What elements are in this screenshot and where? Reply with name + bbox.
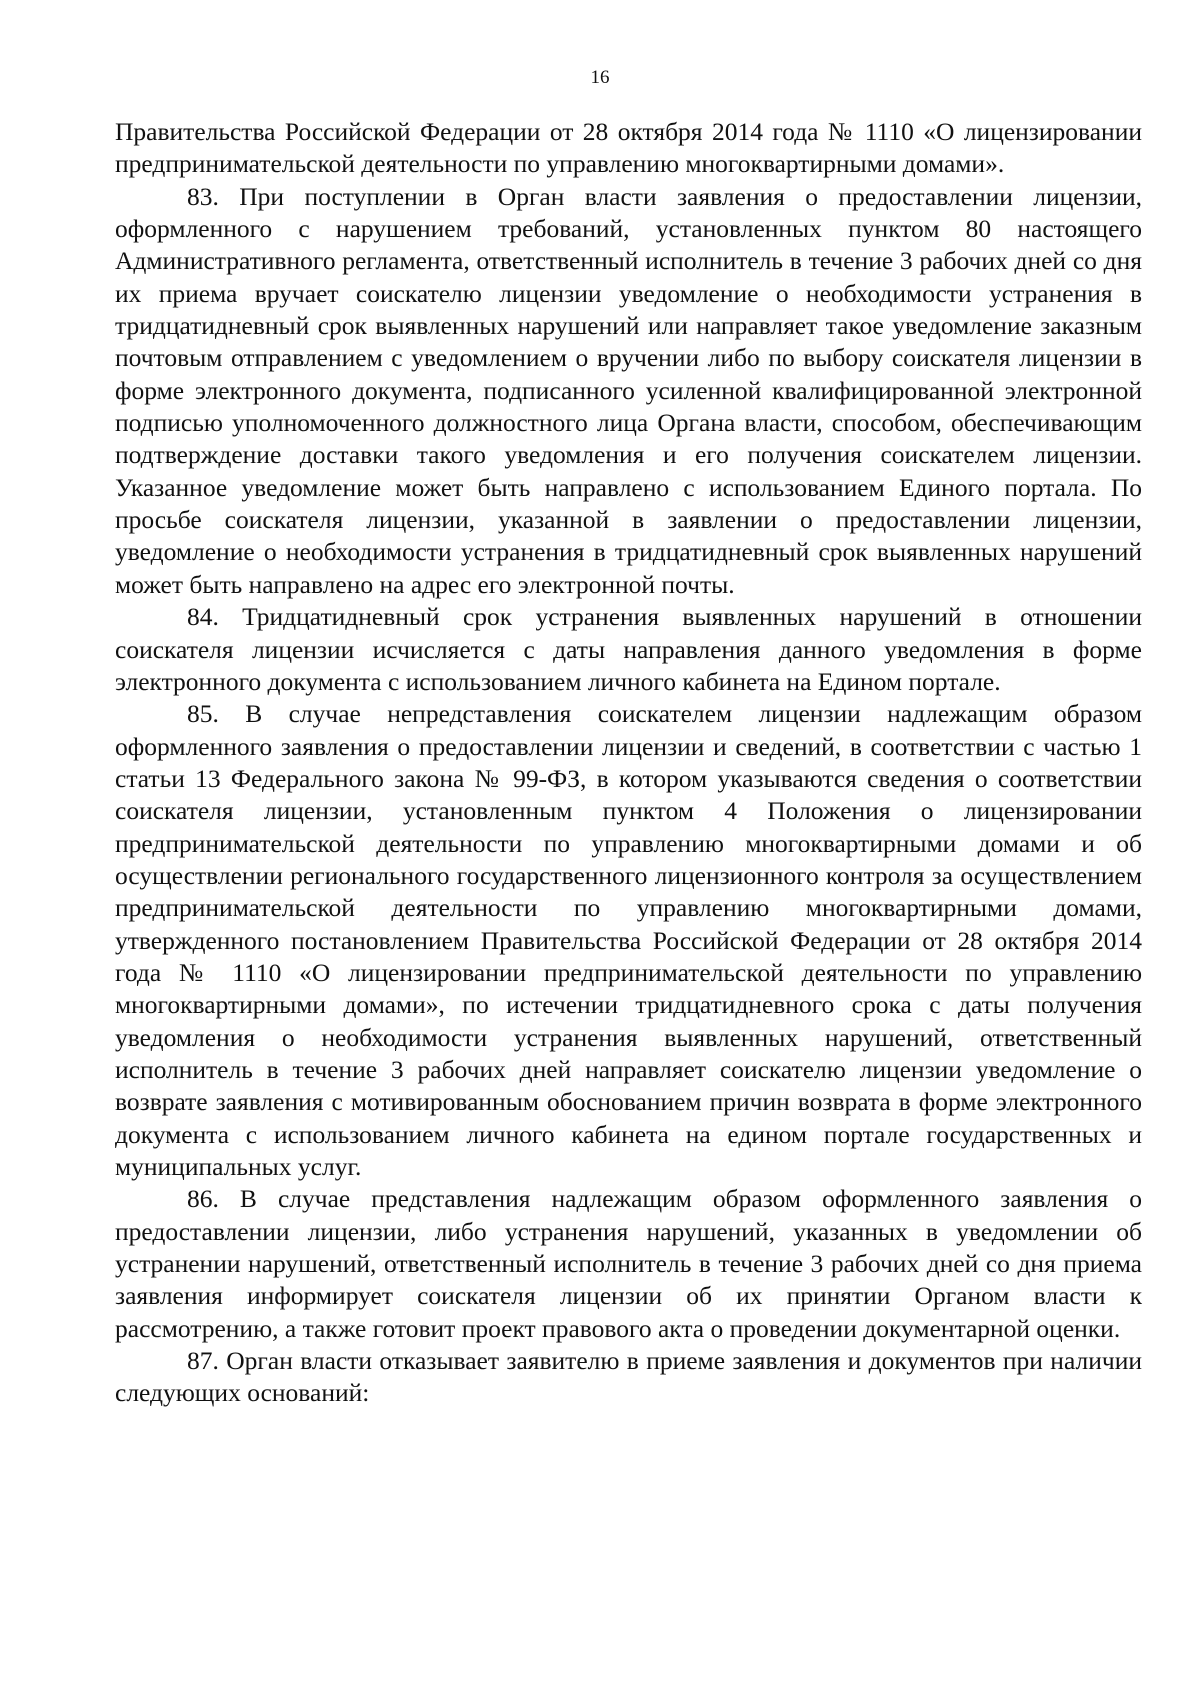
paragraph-continuation: Правительства Российской Федерации от 28 октября 2014 года № 1110 «О лицензировании предпринимательской деятельности по управлению многоквартирными домами». (115, 117, 1142, 179)
paragraph-item-87: 87. Орган власти отказывает заявителю в приеме заявления и документов при наличии следующих оснований: (115, 1346, 1142, 1408)
paragraph-item-84: 84. Тридцатидневный срок устранения выявленных нарушений в отношении соискателя лицензии исчисляется с даты направления данного уведомления в форме электронного документа с использованием личного кабинета на Едином портале. (115, 602, 1142, 696)
page-number: 16 (590, 67, 610, 88)
document-body (115, 116, 1142, 1410)
paragraph-item-85: 85. В случае непредставления соискателем лицензии надлежащим образом оформленного заявления о предоставлении лицензии и сведений, в соответствии с частью 1 статьи 13 Федерального закона № 99-ФЗ, в котором указываются сведения о соответствии соискателя лицензии, установленным пунктом 4 Положения о лицензировании предпринимательской деятельности по управлению многоквартирными домами и об осуществлении регионального государственного лицензионного контроля за осуществлением предпринимательской деятельности по управлению многоквартирными домами, утвержденного постановлением Правительства Российской Федерации от 28 октября 2014 года № 1110 «О лицензировании предпринимательской деятельности по управлению многоквартирными домами», по истечении тридцатидневного срока с даты получения уведомления о необходимости устранения выявленных нарушений, ответственный исполнитель в течение 3 рабочих дней направляет соискателю лицензии уведомление о возврате заявления с мотивированным обоснованием причин возврата в форме электронного документа с использованием личного кабинета на едином портале государственных и муниципальных услуг. (115, 699, 1142, 1181)
paragraph-item-86: 86. В случае представления надлежащим образом оформленного заявления о предоставлении лицензии, либо устранения нарушений, указанных в уведомлении об устранении нарушений, ответственный исполнитель в течение 3 рабочих дней со дня приема заявления информирует соискателя лицензии об их принятии Органом власти к рассмотрению, а также готовит проект правового акта о проведении документарной оценки. (115, 1184, 1142, 1343)
paragraph-item-83: 83. При поступлении в Орган власти заявления о предоставлении лицензии, оформленного с нарушением требований, установленных пунктом 80 настоящего Административного регламента, ответственный исполнитель в течение 3 рабочих дней со дня их приема вручает соискателю лицензии уведомление о необходимости устранения в тридцатидневный срок выявленных нарушений или направляет такое уведомление заказным почтовым отправлением с уведомлением о вручении либо по выбору соискателя лицензии в форме электронного документа, подписанного усиленной квалифицированной электронной подписью уполномоченного должностного лица Органа власти, способом, обеспечивающим подтверждение доставки такого уведомления и его получения соискателем лицензии. Указанное уведомление может быть направлено с использованием Единого портала. По просьбе соискателя лицензии, указанной в заявлении о предоставлении лицензии, уведомление о необходимости устранения в тридцатидневный срок выявленных нарушений может быть направлено на адрес его электронной почты. (115, 181, 1142, 599)
